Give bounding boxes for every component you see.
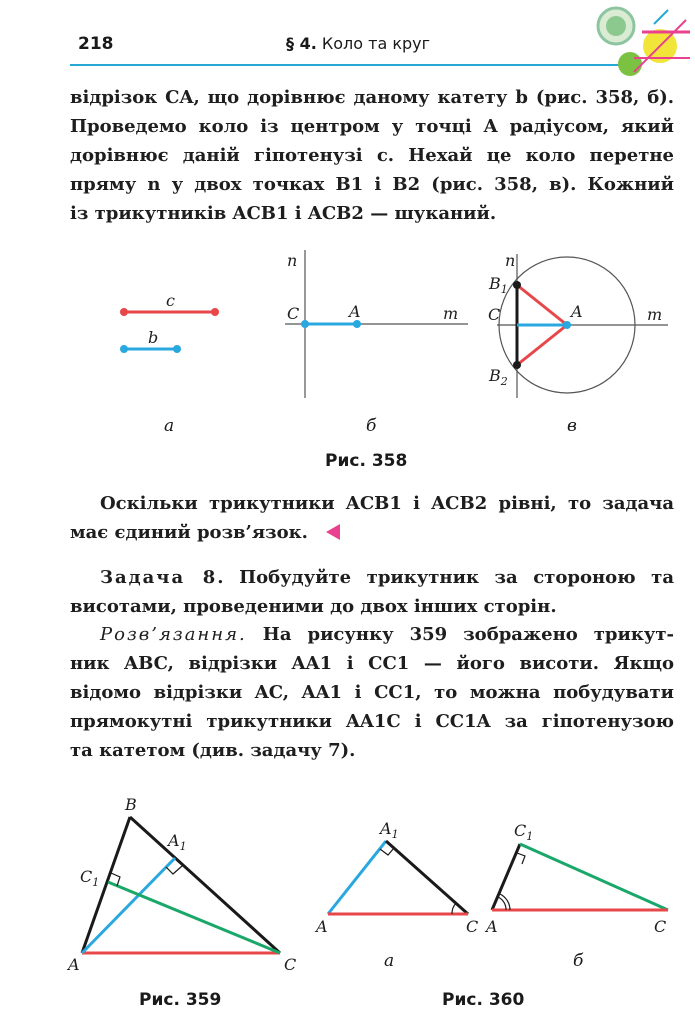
label-a-point: A xyxy=(349,302,361,321)
label-a: A xyxy=(486,917,498,936)
figure-359 xyxy=(60,790,310,990)
paragraph-intro xyxy=(70,83,674,228)
label-m: m xyxy=(647,305,663,324)
leg-ac1 xyxy=(492,844,520,910)
fig358-sublabel-b: б xyxy=(366,416,377,436)
text-line: прямокутні трикутники AA1C і CC1A за гіпотенузою xyxy=(70,711,674,732)
text-line: ник ABC, відрізки AA1 і CC1 — його висоти. Якщо xyxy=(70,653,674,674)
header-rule xyxy=(70,64,625,66)
task-heading: Задача 8 xyxy=(100,567,218,588)
leg-c1c xyxy=(520,844,668,910)
figure-360 xyxy=(310,810,690,980)
right-angle-mark xyxy=(380,848,394,855)
fig360-sublabel-b: б xyxy=(573,951,584,971)
point-b1 xyxy=(513,281,521,289)
label-c: c xyxy=(166,291,175,310)
fig360-caption: Рис. 360 xyxy=(442,990,525,1010)
fig359-caption: Рис. 359 xyxy=(139,990,222,1010)
label-n: n xyxy=(505,251,516,270)
label-c: C xyxy=(284,955,297,974)
task-8 xyxy=(70,563,674,621)
label-n: n xyxy=(287,251,298,270)
label-b2: $B_2$ xyxy=(489,366,508,388)
hypotenuse-lower xyxy=(517,325,567,365)
text-line: висотами, проведеними до двох інших сторін. xyxy=(70,596,557,617)
angle-arc xyxy=(498,897,506,910)
side-bc xyxy=(130,817,280,953)
point-a xyxy=(353,320,361,328)
fig358-sublabel-c: в xyxy=(567,416,577,436)
fig358-b xyxy=(285,250,468,398)
right-angle-mark xyxy=(517,853,525,864)
label-b: b xyxy=(148,328,159,347)
point-b2 xyxy=(513,361,521,369)
figure-358 xyxy=(0,240,695,470)
paragraph-conclusion xyxy=(70,489,674,547)
label-a: A xyxy=(68,955,80,974)
point xyxy=(173,345,181,353)
end-marker-icon xyxy=(324,524,340,540)
text-line: Задача 8. Побудуйте трикутник за стороною та xyxy=(100,567,674,588)
label-c: C xyxy=(466,917,479,936)
fig360-b xyxy=(484,821,668,936)
label-c1: $C_1$ xyxy=(514,821,534,843)
text-line: відрізок CA, що дорівнює даному катету b (рис. 358, б). xyxy=(70,87,674,108)
text-line: Оскільки трикутники ACB1 і ACB2 рівні, то задача xyxy=(100,493,674,514)
fig358-sublabel-a: а xyxy=(164,416,175,436)
solution-heading: Розв’язання. xyxy=(100,624,247,645)
text-line: із трикутників ACB1 і ACB2 — шуканий. xyxy=(70,203,497,224)
text-line: дорівнює даній гіпотенузі c. Нехай це коло перетне xyxy=(70,145,674,166)
label-a1: $A_1$ xyxy=(380,819,399,841)
height-cc1 xyxy=(108,882,280,953)
point-a xyxy=(563,321,571,329)
label-c-point: C xyxy=(488,305,501,324)
section-number: § 4. xyxy=(286,34,317,53)
solution xyxy=(70,620,674,765)
section-name: Коло та круг xyxy=(321,34,431,53)
page-header xyxy=(0,0,695,70)
label-m: m xyxy=(443,304,459,323)
text-line: та катетом (див. задачу 7). xyxy=(70,740,356,761)
label-c1: $C_1$ xyxy=(80,867,100,889)
label-c: C xyxy=(654,917,667,936)
point xyxy=(120,308,128,316)
fig360-a xyxy=(314,819,478,936)
text-line: відомо відрізки AC, AA1 і CC1, то можна побудувати xyxy=(70,682,674,703)
fig358-a xyxy=(120,291,219,353)
angle-arc xyxy=(500,894,510,910)
right-angle-mark xyxy=(166,866,182,874)
label-c-point: C xyxy=(287,304,300,323)
text-line: має єдиний розв’язок. xyxy=(70,518,674,547)
hypotenuse-upper xyxy=(517,285,567,325)
label-a1: $A_1$ xyxy=(168,831,187,853)
text-line: пряму n у двох точках B1 і B2 (рис. 358, в). Кожний xyxy=(70,174,674,195)
angle-arc xyxy=(452,903,456,914)
label-b1: $B_1$ xyxy=(489,274,508,296)
label-b: B xyxy=(125,795,137,814)
fig358-c xyxy=(488,251,668,398)
point-c xyxy=(301,320,309,328)
point xyxy=(211,308,219,316)
leg-aa1 xyxy=(328,841,386,914)
chapter-logo-icon xyxy=(594,2,694,82)
point xyxy=(120,345,128,353)
section-title xyxy=(286,34,430,53)
label-a-point: A xyxy=(571,302,583,321)
fig360-sublabel-a: а xyxy=(384,951,395,971)
text-line: Проведемо коло із центром у точці A радіусом, який xyxy=(70,116,674,137)
label-a: A xyxy=(316,917,328,936)
fig358-caption: Рис. 358 xyxy=(325,451,408,471)
text-line: Розв’язання. На рисунку 359 зображено трикут- xyxy=(100,624,674,645)
page-number: 218 xyxy=(78,34,114,54)
